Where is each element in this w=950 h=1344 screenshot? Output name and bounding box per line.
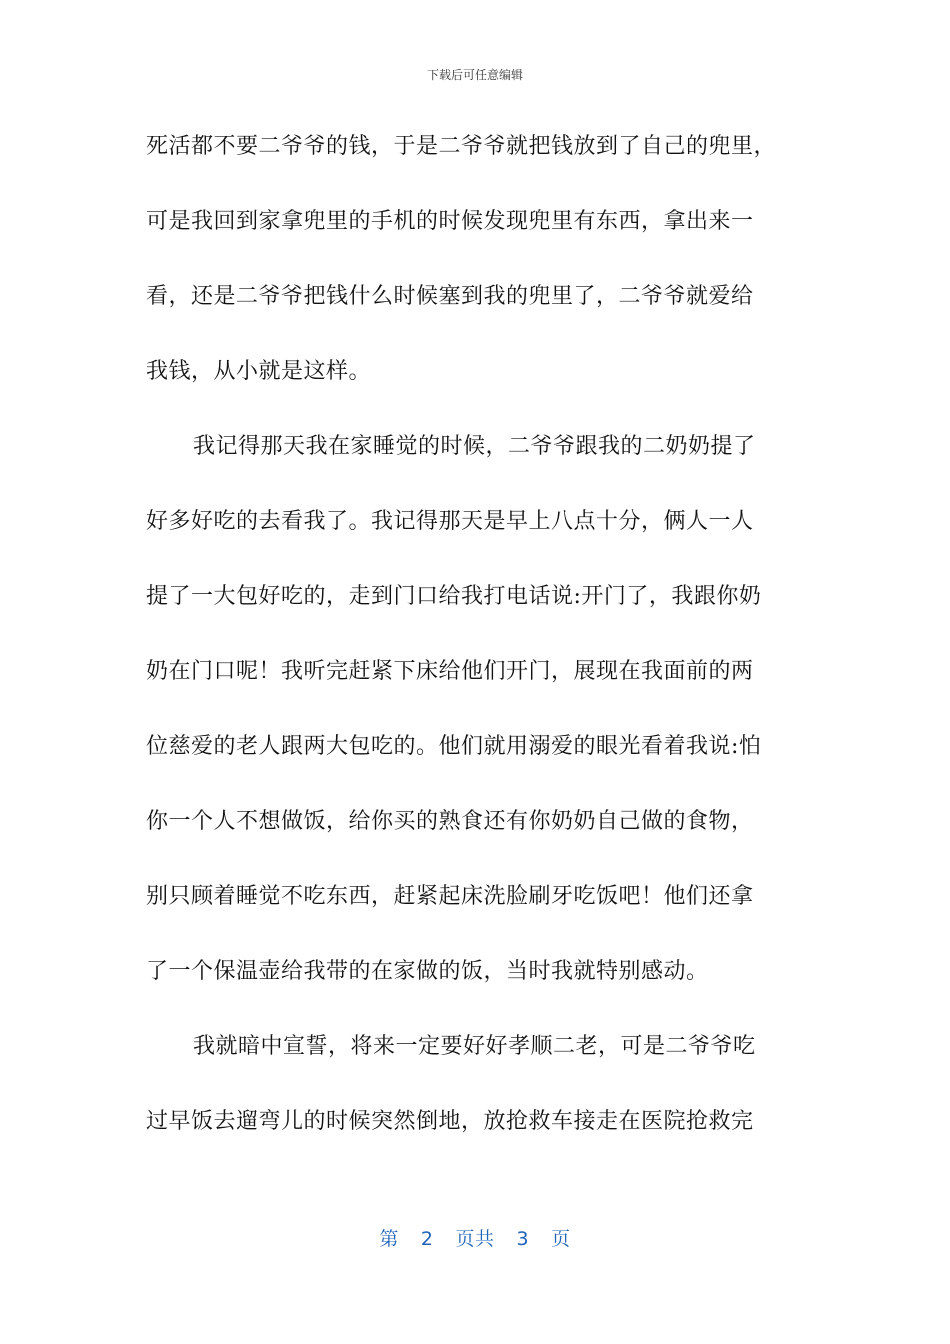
page-header: 下载后可任意编辑 [426,68,523,82]
text-line: 奶在门口呢！我听完赶紧下床给他们开门，展现在我面前的两 [146,659,754,684]
text-line: 我就暗中宣誓，将来一定要好好孝顺二老，可是二爷爷吃 [193,1034,756,1059]
text-line: 我记得那天我在家睡觉的时候，二爷爷跟我的二奶奶提了 [193,434,756,459]
text-line: 过早饭去遛弯儿的时候突然倒地，放抢救车接走在医院抢救完 [146,1109,754,1134]
text-line: 死活都不要二爷爷的钱，于是二爷爷就把钱放到了自己的兜里， [146,134,777,159]
text-line: 位慈爱的老人跟两大包吃的。他们就用溺爱的眼光看着我说:怕 [146,734,762,759]
footer-total-pages: 3 [516,1228,530,1250]
footer-prefix: 第 [379,1228,399,1250]
text-line: 了一个保温壶给我带的在家做的饭，当时我就特别感动。 [146,959,709,984]
text-line: 看，还是二爷爷把钱什么时候塞到我的兜里了，二爷爷就爱给 [146,284,754,309]
footer-current-page: 2 [420,1228,434,1250]
footer-middle: 页共 [455,1228,495,1250]
text-line: 好多好吃的去看我了。我记得那天是早上八点十分，俩人一人 [146,509,754,534]
text-line: 可是我回到家拿兜里的手机的时候发现兜里有东西，拿出来一 [146,209,754,234]
text-line: 我钱，从小就是这样。 [146,359,372,384]
text-line: 你一个人不想做饭，给你买的熟食还有你奶奶自己做的食物， [146,809,754,834]
page-footer [0,1224,950,1251]
text-line: 别只顾着睡觉不吃东西，赶紧起床洗脸刷牙吃饭吧！他们还拿 [146,884,754,909]
footer-suffix: 页 [551,1228,571,1250]
document-body [146,124,816,1174]
text-line: 提了一大包好吃的，走到门口给我打电话说:开门了，我跟你奶 [146,584,762,609]
